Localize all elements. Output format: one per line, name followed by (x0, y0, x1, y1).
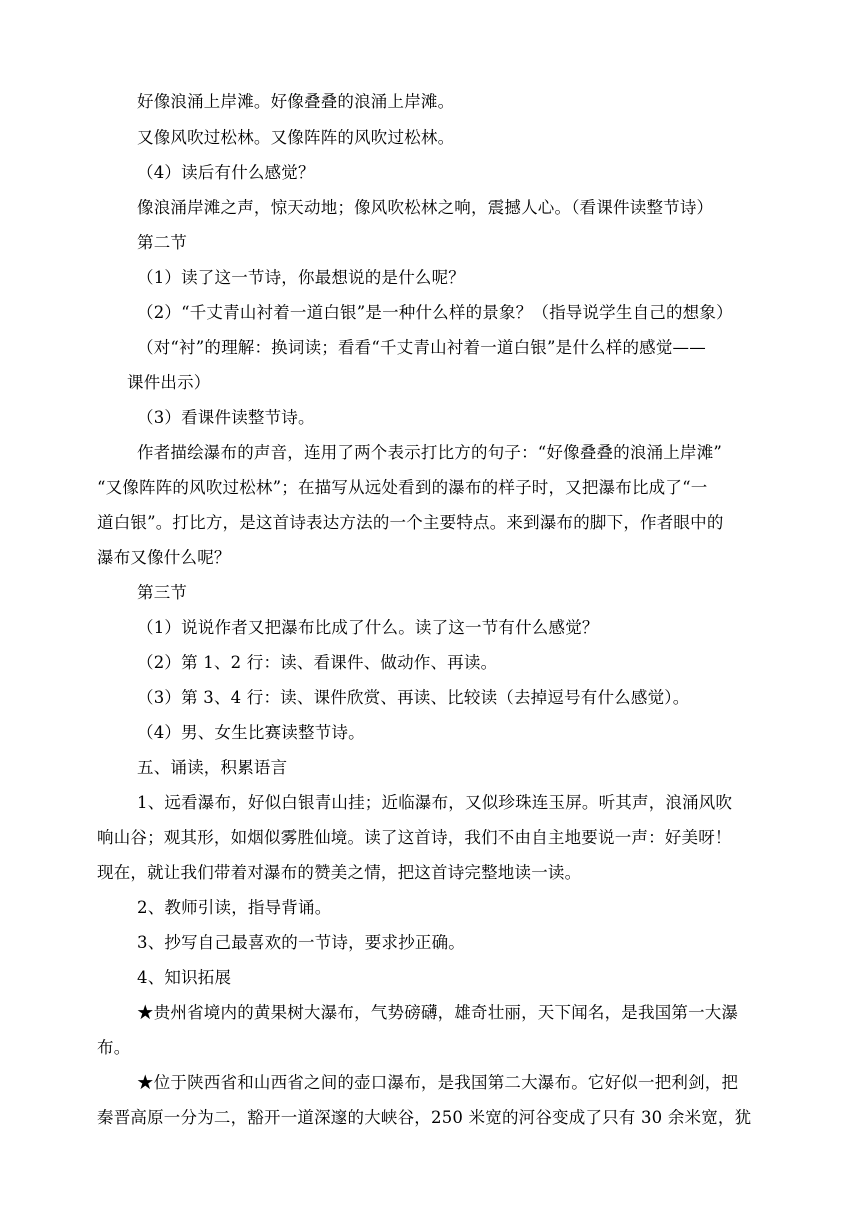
text-line-23: 现在，就让我们带着对瀑布的赞美之情，把这首诗完整地读一读。 (97, 863, 582, 882)
text-line-24: 2、教师引读，指导背诵。 (137, 898, 332, 917)
text-line-7: （2）“千丈青山衬着一道白银”是一种什么样的景象？（指导说学生自己的想象） (137, 303, 733, 322)
text-line-17: （2）第 1、2 行：读、看课件、做动作、再读。 (137, 653, 498, 672)
text-line-8: （对“衬”的理解：换词读；看看“千丈青山衬着一道白银”是什么样的感觉—— (137, 338, 706, 357)
text-line-28: 布。 (97, 1038, 131, 1057)
text-line-21: 1、远看瀑布，好似白银青山挂；近临瀑布，又似珍珠连玉屏。听其声，浪涌风吹 (137, 793, 733, 812)
text-line-3: （4）读后有什么感觉？ (137, 163, 315, 182)
text-line-16: （1）说说作者又把瀑布比成了什么。读了这一节有什么感觉？ (137, 618, 599, 637)
text-line-18: （3）第 3、4 行：读、课件欣赏、再读、比较读（去掉逗号有什么感觉）。 (137, 688, 690, 707)
text-line-11: 作者描绘瀑布的声音，连用了两个表示打比方的句子：“好像叠叠的浪涌上岸滩” (137, 443, 723, 462)
text-line-9: 课件出示） (127, 373, 211, 392)
text-line-22: 响山谷；观其形，如烟似雾胜仙境。读了这首诗，我们不由自主地要说一声：好美呀！ (97, 828, 732, 847)
text-line-13: 道白银”。打比方，是这首诗表达方法的一个主要特点。来到瀑布的脚下，作者眼中的 (97, 513, 724, 532)
text-line-14: 瀑布又像什么呢？ (97, 548, 231, 567)
text-line-26: 4、知识拓展 (137, 968, 232, 987)
section-heading-2: 第二节 (137, 233, 188, 252)
text-line-27: ★贵州省境内的黄果树大瀑布，气势磅礴，雄奇壮丽，天下闻名，是我国第一大瀑 (137, 1003, 739, 1022)
text-line-19: （4）男、女生比赛读整节诗。 (137, 723, 365, 742)
text-line-25: 3、抄写自己最喜欢的一节诗，要求抄正确。 (137, 933, 465, 952)
text-line-2: 又像风吹过松林。又像阵阵的风吹过松林。 (137, 128, 455, 147)
text-line-4: 像浪涌岸滩之声，惊天动地；像风吹松林之响，震撼人心。（看课件读整节诗） (137, 198, 714, 217)
text-line-1: 好像浪涌上岸滩。好像叠叠的浪涌上岸滩。 (137, 92, 455, 111)
section-heading-5: 五、诵读，积累语言 (137, 758, 288, 777)
text-line-12: “又像阵阵的风吹过松林”；在描写从远处看到的瀑布的样子时，又把瀑布比成了“一 (97, 478, 708, 497)
text-line-6: （1）读了这一节诗，你最想说的是什么呢？ (137, 268, 465, 287)
text-line-10: （3）看课件读整节诗。 (137, 408, 315, 427)
text-line-30: 秦晋高原一分为二，豁开一道深邃的大峡谷，250 米宽的河谷变成了只有 30 余米宽，犹 (97, 1108, 752, 1127)
section-heading-3: 第三节 (137, 583, 188, 602)
text-line-29: ★位于陕西省和山西省之间的壶口瀑布，是我国第二大瀑布。它好似一把利剑，把 (137, 1073, 739, 1092)
